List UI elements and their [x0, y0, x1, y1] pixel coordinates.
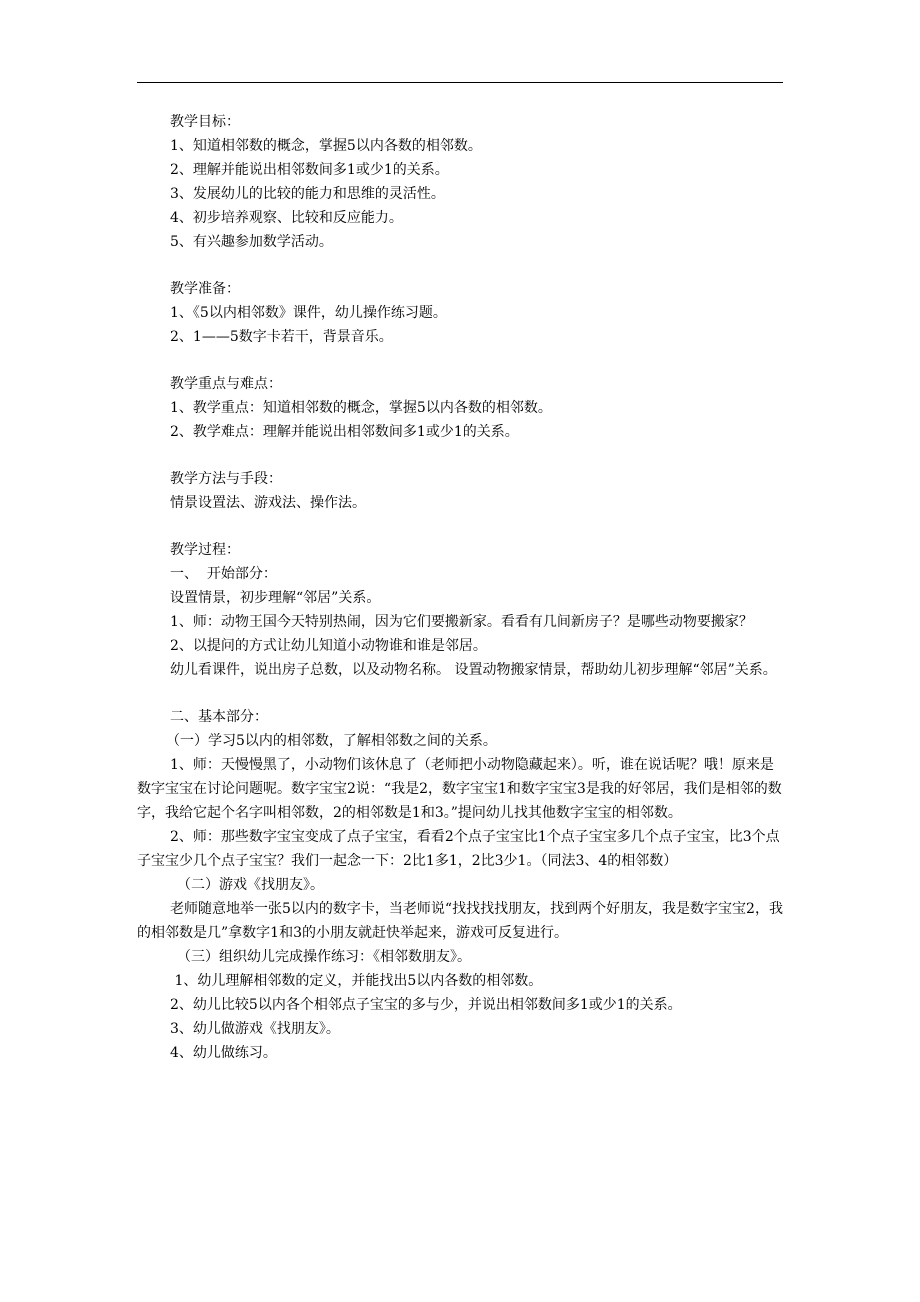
part1-line: 设置情景，初步理解“邻居”关系。 — [170, 590, 381, 606]
part2-subtitle: （三）组织幼儿完成操作练习：《相邻数朋友》。 — [177, 949, 471, 965]
part1-line: 幼儿看课件，说出房子总数，以及动物名称。 设置动物搬家情景，帮助幼儿初步理解“邻居”关系。 — [170, 662, 777, 678]
methods-title: 教学方法与手段： — [170, 471, 282, 487]
part2-list-item: 2、幼儿比较5以内各个相邻点子宝宝的多与少，并说出相邻数间多1或少1的关系。 — [170, 997, 682, 1013]
part2-paragraph: 2、师：那些数字宝宝变成了点子宝宝，看看2个点子宝宝比1个点子宝宝多几个点子宝宝，比3个点子宝宝少几个点子宝宝？我们一起念一下：2比1多1，2比3少1。（同法3、4的相邻数） — [137, 829, 780, 869]
part2-paragraph: 老师随意地举一张5以内的数字卡，当老师说“找找找找朋友，找到两个好朋友，我是数字宝宝2，我的相邻数是几”拿数字1和3的小朋友就赶快举起来，游戏可反复进行。 — [137, 901, 783, 941]
preparation-title: 教学准备： — [170, 281, 240, 297]
part1-line: 1、师：动物王国今天特别热闹，因为它们要搬新家。看看有几间新房子？是哪些动物要搬家？ — [170, 614, 753, 630]
objectives-title: 教学目标： — [170, 114, 240, 130]
objective-item: 4、初步培养观察、比较和反应能力。 — [170, 210, 403, 226]
part2-list-item: 1、幼儿理解相邻数的定义，并能找出5以内各数的相邻数。 — [170, 973, 543, 989]
objective-item: 3、发展幼儿的比较的能力和思维的灵活性。 — [170, 186, 445, 202]
part1-title: 一、 开始部分： — [170, 566, 277, 582]
part1-line: 2、以提问的方式让幼儿知道小动物谁和谁是邻居。 — [170, 638, 487, 654]
key-point-item: 2、教学难点：理解并能说出相邻数间多1或少1的关系。 — [170, 424, 519, 440]
objective-item: 1、知道相邻数的概念，掌握5以内各数的相邻数。 — [170, 138, 482, 154]
part2-paragraph: 1、师：天慢慢黑了，小动物们该休息了（老师把小动物隐藏起来）。听，谁在说话呢？哦！原来是数字宝宝在讨论问题呢。数字宝宝2说：“我是2，数字宝宝1和数字宝宝3是我的好邻居，我们是相邻的数字，我给它起个名字叫相邻数，2的相邻数是1和3。”提问幼儿找其他数字宝宝的相邻数。 — [137, 757, 782, 821]
part2-title: 二、基本部分： — [170, 709, 268, 725]
objective-item: 5、有兴趣参加数学活动。 — [170, 234, 333, 250]
objective-item: 2、理解并能说出相邻数间多1或少1的关系。 — [170, 162, 449, 178]
document-body — [137, 110, 785, 1065]
key-points-title: 教学重点与难点： — [170, 376, 282, 392]
part2-list-item: 4、幼儿做练习。 — [170, 1045, 277, 1061]
preparation-item: 2、1——5数字卡若干，背景音乐。 — [170, 329, 393, 345]
process-title: 教学过程： — [170, 542, 240, 558]
header-rule — [137, 82, 783, 83]
part2-list-item: 3、幼儿做游戏《找朋友》。 — [170, 1021, 340, 1037]
part2-subtitle: （一）学习5以内的相邻数，了解相邻数之间的关系。 — [166, 733, 497, 749]
methods-text: 情景设置法、游戏法、操作法。 — [170, 495, 366, 511]
preparation-item: 1、《5以内相邻数》课件，幼儿操作练习题。 — [170, 305, 447, 321]
key-point-item: 1、教学重点：知道相邻数的概念，掌握5以内各数的相邻数。 — [170, 400, 552, 416]
part2-subtitle: （二）游戏《找朋友》。 — [177, 877, 324, 893]
